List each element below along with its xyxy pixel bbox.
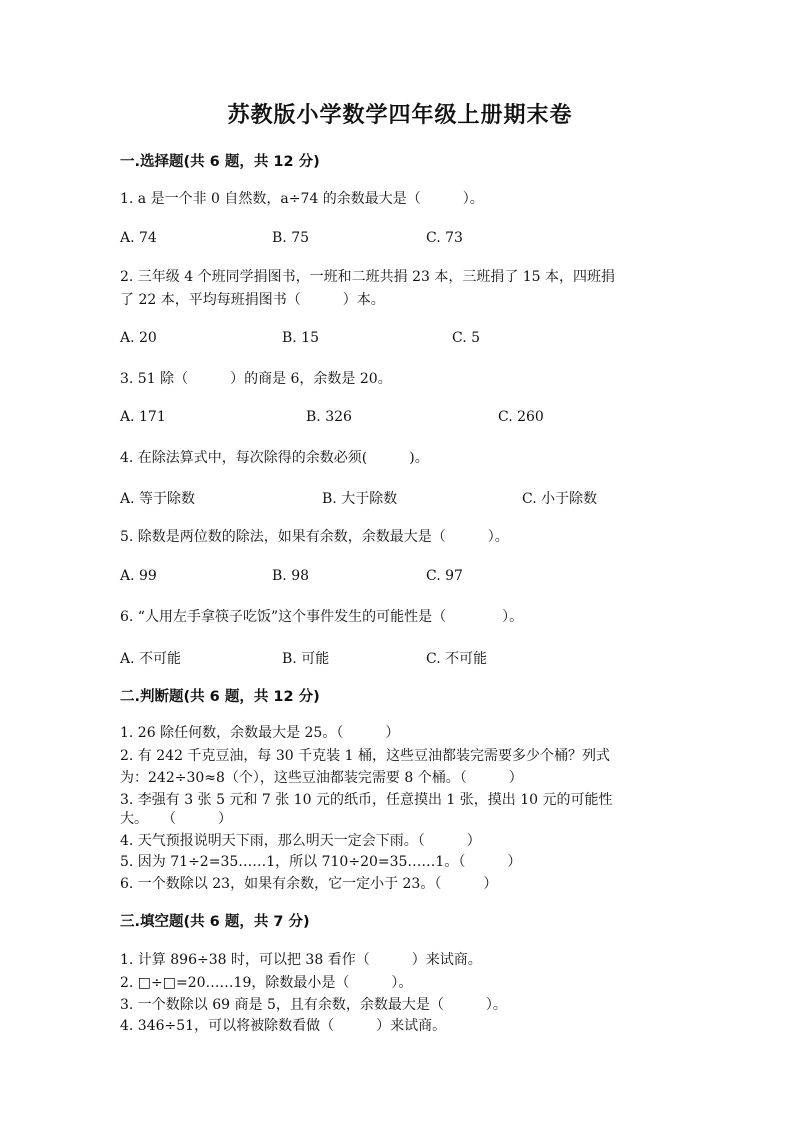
option-b: B. 大于除数: [322, 491, 398, 507]
option-a: A. 不可能: [120, 651, 182, 667]
judgement-line: 1. 26 除任何数，余数最大是 25。（ ）: [120, 725, 400, 741]
fill-line: 2. □÷□=20……19，除数最小是（ ）。: [120, 975, 413, 991]
page-title: 苏教版小学数学四年级上册期末卷: [227, 102, 573, 128]
judgement-line: 5. 因为 71÷2=35……1，所以 710÷20=35……1。（ ）: [120, 854, 522, 870]
section-heading-fill: 三.填空题(共 6 题，共 7 分): [120, 914, 310, 930]
judgement-line: 2. 有 242 千克豆油，每 30 千克装 1 桶，这些豆油都装完需要多少个桶？列式: [120, 748, 610, 764]
option-b: B. 15: [282, 330, 320, 346]
question-text: 1. a 是一个非 0 自然数，a÷74 的余数最大是（ ）。: [120, 191, 484, 207]
option-b: B. 75: [272, 230, 310, 246]
option-c: C. 5: [452, 330, 481, 346]
option-a: A. 20: [120, 330, 157, 346]
question-text-line2: 了 22 本，平均每班捐图书（ ）本。: [120, 292, 385, 308]
judgement-line: 为：242÷30≈8（个），这些豆油都装完需要 8 个桶。（ ）: [120, 770, 523, 786]
option-c: C. 97: [426, 568, 463, 584]
option-b: B. 326: [306, 409, 352, 425]
section-heading-choice: 一.选择题(共 6 题，共 12 分): [120, 154, 320, 170]
question-text: 3. 51 除（ ）的商是 6，余数是 20。: [120, 371, 392, 387]
option-c: C. 小于除数: [522, 491, 598, 507]
fill-line: 1. 计算 896÷38 时，可以把 38 看作（ ）来试商。: [120, 952, 482, 968]
option-b: B. 98: [272, 568, 310, 584]
fill-line: 4. 346÷51，可以将被除数看做（ ）来试商。: [120, 1018, 447, 1034]
question-text: 5. 除数是两位数的除法，如果有余数，余数最大是（ ）。: [120, 529, 509, 545]
option-a: A. 等于除数: [120, 491, 196, 507]
question-text: 6. “人用左手拿筷子吃饭”这个事件发生的可能性是（ ）。: [120, 609, 524, 625]
option-c: C. 不可能: [426, 651, 488, 667]
judgement-line: 6. 一个数除以 23，如果有余数，它一定小于 23。（ ）: [120, 876, 498, 892]
judgement-line: 3. 李强有 3 张 5 元和 7 张 10 元的纸币，任意摸出 1 张，摸出 10 元的可能性: [120, 792, 613, 808]
option-c: C. 260: [498, 409, 544, 425]
question-text-line1: 2. 三年级 4 个班同学捐图书，一班和二班共捐 23 本，三班捐了 15 本，四班捐: [120, 269, 616, 285]
option-c: C. 73: [426, 230, 463, 246]
judgement-line: 4. 天气预报说明天下雨，那么明天一定会下雨。（ ）: [120, 833, 481, 849]
fill-line: 3. 一个数除以 69 商是 5，且有余数，余数最大是（ ）。: [120, 997, 507, 1013]
option-a: A. 74: [120, 230, 157, 246]
option-a: A. 171: [120, 409, 166, 425]
judgement-line: 大。 （ ）: [120, 811, 232, 827]
option-b: B. 可能: [282, 651, 330, 667]
question-text: 4. 在除法算式中，每次除得的余数必须( )。: [120, 450, 429, 466]
section-heading-judgement: 二.判断题(共 6 题，共 12 分): [120, 689, 320, 705]
option-a: A. 99: [120, 568, 157, 584]
